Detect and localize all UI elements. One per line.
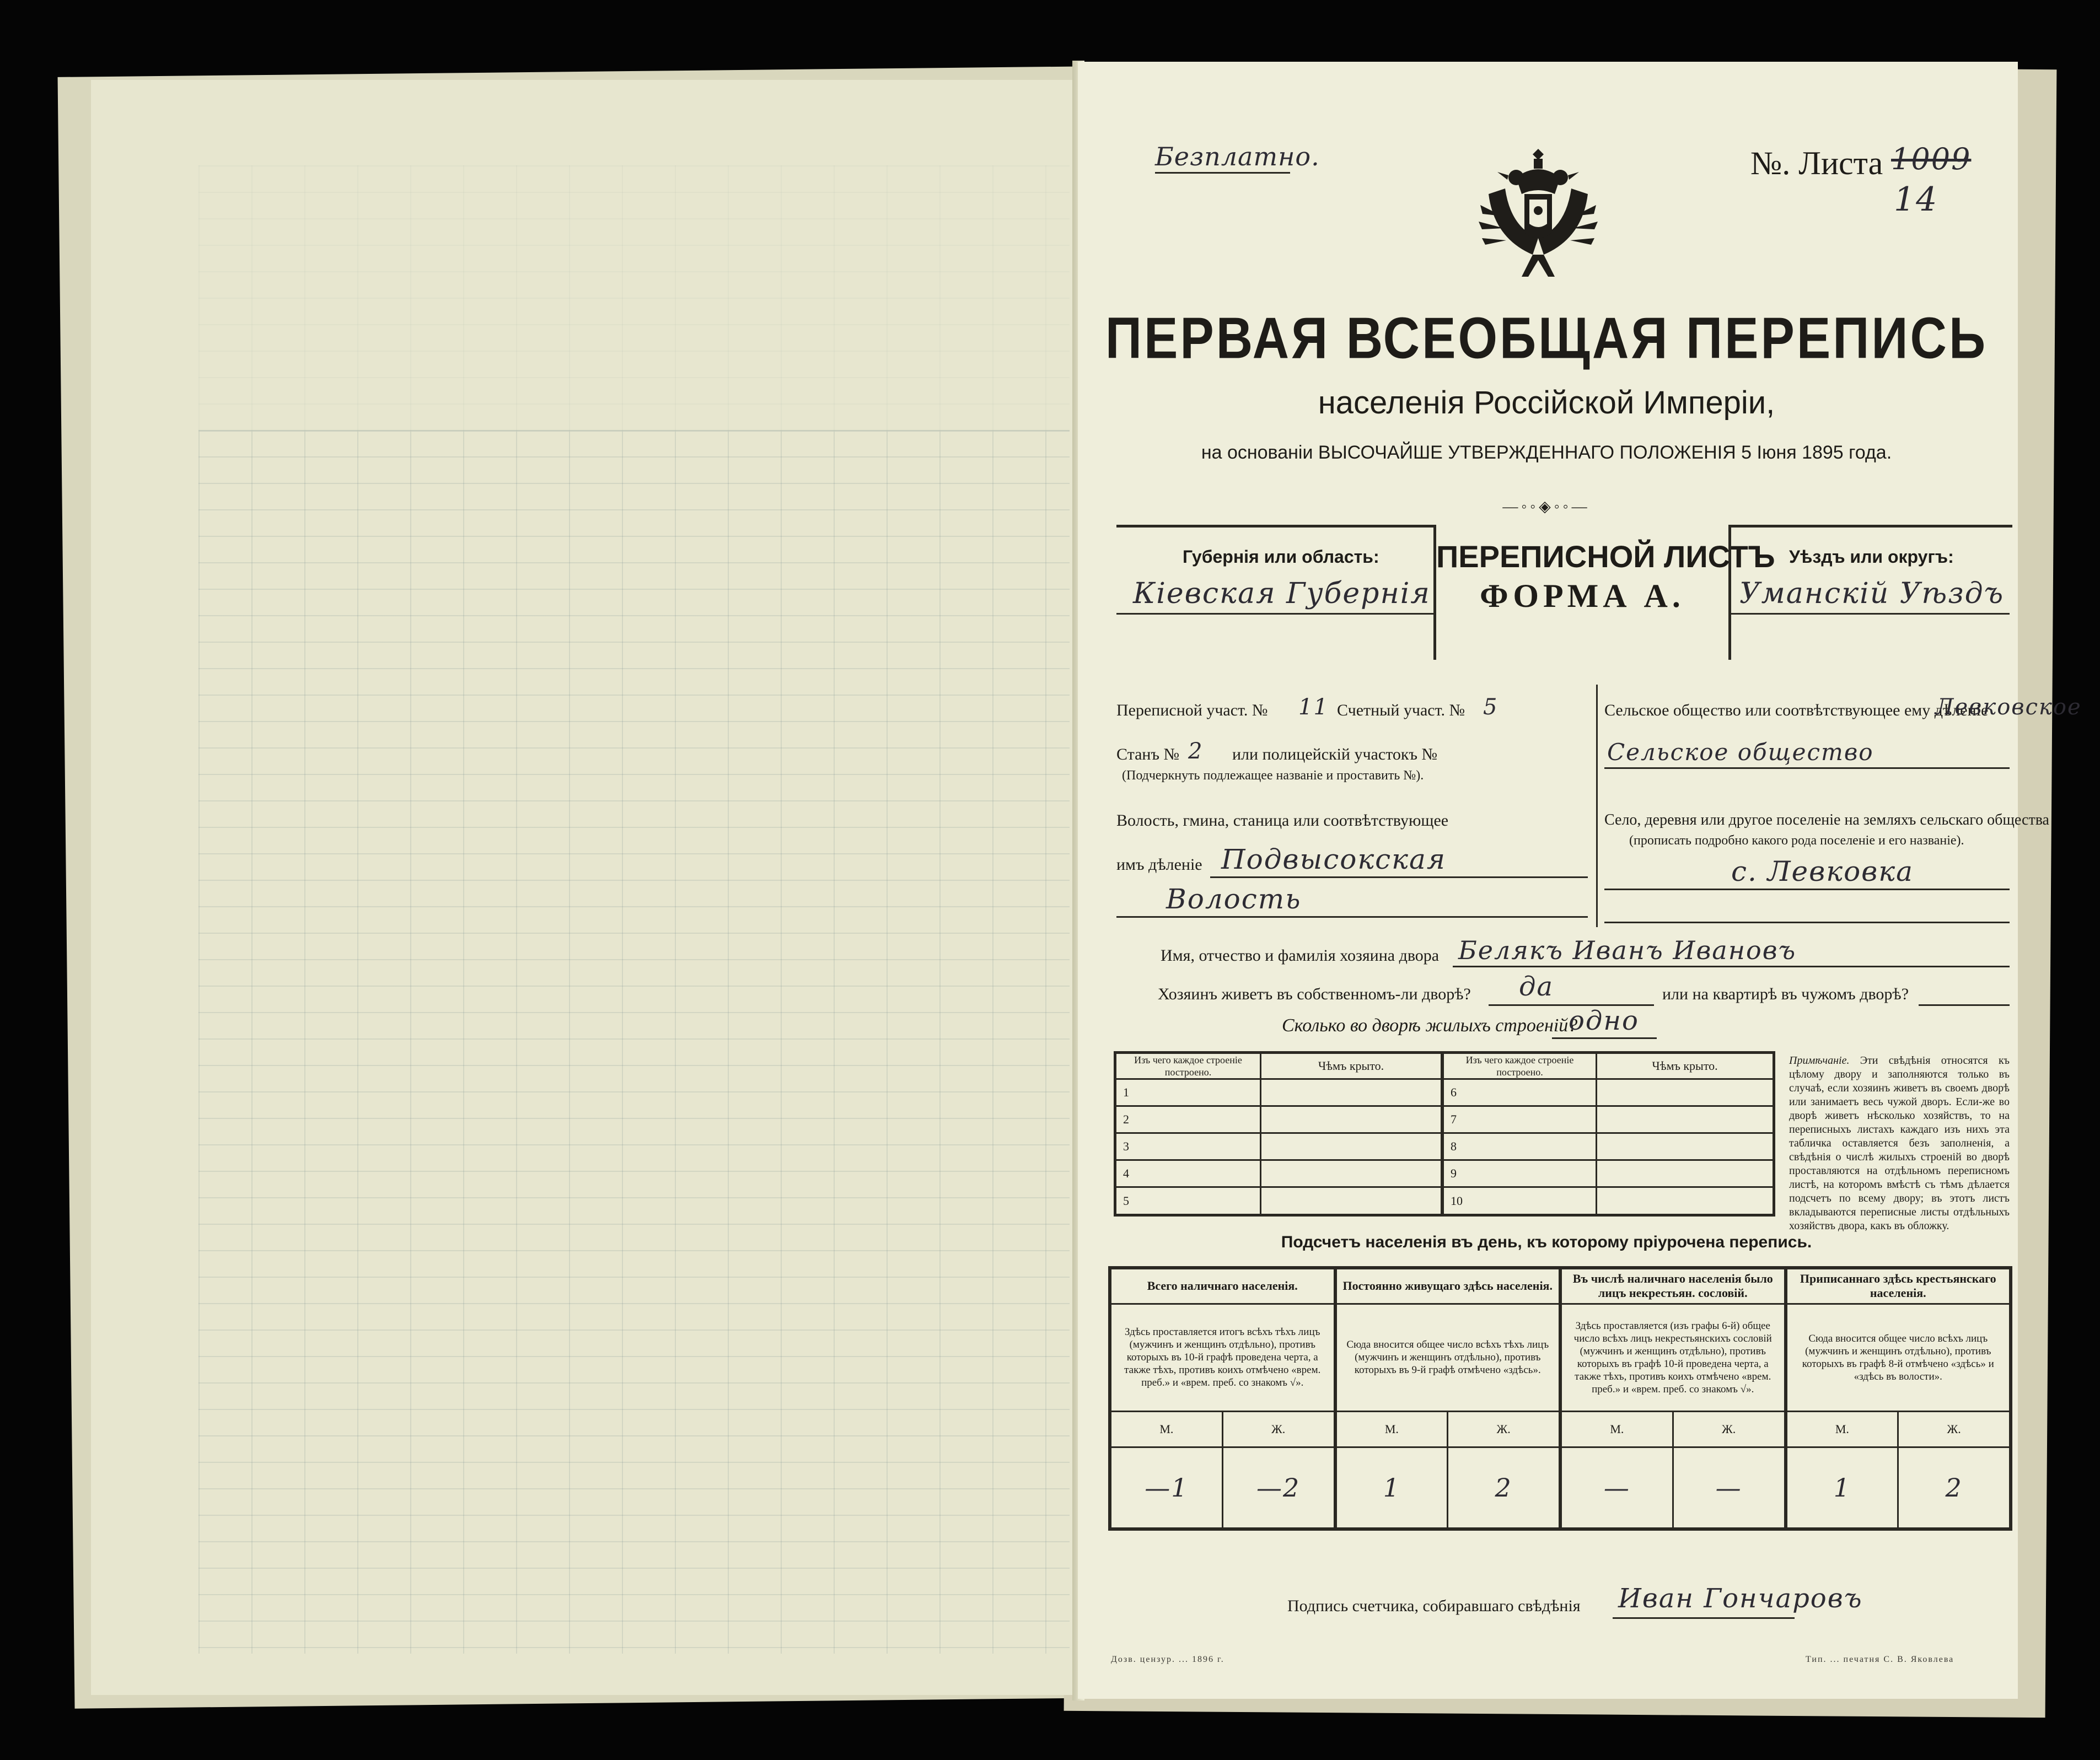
row-number: 7: [1442, 1106, 1597, 1133]
row-number: 5: [1115, 1187, 1261, 1215]
f-header: Ж.: [1898, 1411, 2011, 1447]
count-desc-nonpeasant: Здѣсь проставляется (изъ графы 6-й) общее число всѣхъ лицъ некрестьянскихъ сословій (мужчинъ и женщинъ отдѣльно), противъ которыхъ въ графѣ 10-й проведена черта, а также тѣхъ, противъ коихъ отмѣчено «врем. преб.» и «врем. преб. со знакомъ √».: [1560, 1304, 1786, 1411]
row-number: 3: [1115, 1133, 1261, 1160]
count-head-nonpeasant: Въ числѣ наличнаго населенія было лицъ некрестьян. сословій.: [1560, 1268, 1786, 1304]
police-label: или полицейскій участокъ №: [1232, 745, 1438, 763]
total-female: —2: [1222, 1447, 1335, 1529]
sheet-number-struck: 1009: [1891, 142, 1972, 176]
sheet-number-label: №. Листа: [1750, 145, 1883, 181]
buildings-value: одно: [1569, 1005, 1639, 1036]
f-header: Ж.: [1673, 1411, 1785, 1447]
volost-value-2: Волость: [1166, 883, 1302, 915]
census-title: ПЕРВАЯ ВСЕОБЩАЯ ПЕРЕПИСЬ: [1105, 306, 1988, 371]
row-number: 2: [1115, 1106, 1261, 1133]
society-value-2: Сельское общество: [1607, 739, 1874, 766]
col-roof-left: Чѣмъ крыто.: [1261, 1053, 1443, 1079]
note-block: [1789, 1054, 2010, 1233]
owner-name-line: [1453, 966, 2010, 967]
own-yard-value: да: [1519, 971, 1554, 1002]
signature-label: Подпись счетчика, собиравшаго свѣдѣнія: [1287, 1597, 1581, 1615]
volost-label-1: Волость, гмина, станица или соотвѣтствующее: [1116, 811, 1449, 830]
count-table: [1108, 1266, 2012, 1531]
row-number: 8: [1442, 1133, 1597, 1160]
volost-line-1: [1210, 876, 1588, 878]
left-page: [91, 80, 1079, 1695]
census-subtitle: населенія Россійской Имперіи,: [1318, 385, 1775, 421]
volost-label-2: имъ дѣленіе: [1116, 855, 1202, 874]
village-value: с. Левковка: [1731, 855, 1914, 887]
village-line-1: [1604, 889, 2010, 890]
form-name: ФОРМА А.: [1480, 578, 1685, 614]
own-yard-label: Хозяинъ живетъ въ собственномъ-ли дворѣ?: [1158, 985, 1471, 1003]
printer-note: Тип. ... печатня С. В. Яковлева: [1806, 1655, 1954, 1664]
row-number: 4: [1115, 1160, 1261, 1187]
free-label: Безплатно.: [1155, 142, 1320, 171]
ornament-divider: —◦◦◈◦◦—: [1502, 498, 1591, 515]
col-roof-right: Чѣмъ крыто.: [1597, 1053, 1774, 1079]
volost-line-2: [1116, 916, 1588, 918]
village-note: (прописать подробно какого рода поселеніе и его названіе).: [1629, 833, 1964, 848]
village-label: Село, деревня или другое поселеніе на земляхъ сельскаго общества: [1604, 811, 2049, 828]
registered-female: 2: [1898, 1447, 2011, 1529]
count-desc-permanent: Сюда вносится общее число всѣхъ тѣхъ лицъ (мужчинъ и женщинъ отдѣльно), противъ которыхъ въ 9-й графѣ отмѣчено «здѣсь».: [1335, 1304, 1561, 1411]
permanent-female: 2: [1448, 1447, 1560, 1529]
note-title: Примѣчаніе.: [1789, 1054, 1850, 1067]
stan-value: 2: [1188, 739, 1204, 764]
owner-name-value: Белякъ Иванъ Ивановъ: [1458, 935, 1797, 965]
total-male: —1: [1110, 1447, 1222, 1529]
society-line: [1604, 767, 2010, 769]
stan-note: (Подчеркнуть подлежащее названіе и проставить №).: [1122, 768, 1424, 783]
permanent-male: 1: [1335, 1447, 1448, 1529]
census-basis: на основаніи ВЫСОЧАЙШЕ УТВЕРЖДЕННАГО ПОЛОЖЕНІЯ 5 Іюня 1895 года.: [1201, 442, 1892, 463]
registered-male: 1: [1786, 1447, 1898, 1529]
nonpeasant-male: —: [1560, 1447, 1673, 1529]
count-desc-total: Здѣсь проставляется итогъ всѣхъ тѣхъ лицъ (мужчинъ и женщинъ отдѣльно), противъ которыхъ въ 10-й графѣ проведена черта, а также тѣхъ, противъ коихъ отмѣчено «врем. преб.» и «врем. преб. со знакомъ √».: [1110, 1304, 1335, 1411]
m-header: М.: [1110, 1411, 1222, 1447]
buildings-label: Сколько во дворѣ жилыхъ строеній?: [1282, 1015, 1578, 1036]
row-number: 1: [1115, 1079, 1261, 1106]
m-header: М.: [1335, 1411, 1448, 1447]
m-header: М.: [1786, 1411, 1898, 1447]
col-material-right: Изъ чего каждое строеніе построено.: [1442, 1053, 1597, 1079]
signature-value: Иван Гончаровъ: [1618, 1583, 1863, 1614]
count-head-permanent: Постоянно живущаго здѣсь населенія.: [1335, 1268, 1561, 1304]
counting-district-value: 5: [1483, 695, 1499, 720]
nonpeasant-female: —: [1673, 1447, 1785, 1529]
census-district-label: Переписной участ. №: [1116, 701, 1268, 719]
counting-district-label: Счетный участ. №: [1337, 701, 1465, 719]
guberniya-label: Губернія или область:: [1183, 547, 1379, 567]
owner-name-label: Имя, отчество и фамилія хозяина двора: [1161, 946, 1440, 965]
col-material-left: Изъ чего каждое строеніе построено.: [1115, 1053, 1261, 1079]
count-head-registered: Приписаннаго здѣсь крестьянскаго населенія.: [1786, 1268, 2011, 1304]
imperial-eagle-emblem: [1472, 144, 1604, 282]
row-number: 10: [1442, 1187, 1597, 1215]
sheet-number-value: 14: [1894, 180, 1938, 219]
signature-line: [1613, 1617, 1795, 1619]
f-header: Ж.: [1222, 1411, 1335, 1447]
uezd-line: [1728, 613, 2010, 615]
society-value-1: Левковское: [1935, 695, 2082, 720]
count-desc-registered: Сюда вносится общее число всѣхъ лицъ (мужчинъ и женщинъ отдѣльно), противъ которыхъ въ графѣ 8-й отмѣчено «здѣсь» и «здѣсь въ волости».: [1786, 1304, 2011, 1411]
buildings-line: [1552, 1037, 1657, 1039]
rent-label: или на квартирѣ въ чужомъ дворѣ?: [1662, 985, 1909, 1003]
society-label: Сельское общество или соотвѣтствующее ему дѣленіе: [1604, 701, 1989, 719]
ghost-grid-header: [198, 165, 1070, 432]
stan-label: Станъ №: [1116, 745, 1180, 763]
guberniya-line: [1116, 613, 1433, 615]
censor-note: Дозв. цензур. ... 1896 г.: [1111, 1655, 1224, 1664]
fields-divider: [1596, 685, 1598, 927]
rent-line: [1919, 1004, 2010, 1006]
guberniya-value: Кіевская Губернія: [1133, 577, 1431, 610]
free-underline: [1155, 172, 1290, 174]
count-title: Подсчетъ населенія въ день, къ которому пріурочена перепись.: [1281, 1233, 1812, 1251]
count-head-total: Всего наличнаго населенія.: [1110, 1268, 1335, 1304]
census-district-value: 11: [1298, 695, 1329, 720]
buildings-table: [1114, 1051, 1775, 1217]
census-form-page: [1078, 62, 2082, 1699]
m-header: М.: [1560, 1411, 1673, 1447]
volost-value-1: Подвысокская: [1221, 843, 1446, 875]
row-number: 6: [1442, 1079, 1597, 1106]
note-text: Эти свѣдѣнія относятся къ цѣлому двору и заполняются только въ случаѣ, если хозяинъ живетъ въ своемъ дворѣ или занимаетъ весь чужой дворъ. Если-же во дворѣ живетъ нѣсколько хозяйствъ, то на переписныхъ листахъ каждаго изъ нихъ эта табличка оставляется безъ заполненія, а свѣдѣнія о числѣ жилыхъ строеній во дворѣ проставляются на отдѣльномъ переписномъ листѣ, на которомъ вмѣстѣ съ тѣмъ дѣлается подсчетъ по всему двору; въ этотъ листъ вкладываются переписные листы отдѣльныхъ хозяйствъ двора, какъ въ обложку.: [1789, 1054, 2010, 1232]
uezd-label: Уѣздъ или округъ:: [1789, 547, 1954, 567]
form-title: ПЕРЕПИСНОЙ ЛИСТЪ: [1436, 539, 1775, 574]
village-line-2: [1604, 922, 2010, 923]
row-number: 9: [1442, 1160, 1597, 1187]
f-header: Ж.: [1448, 1411, 1560, 1447]
uezd-value: Уманскій Уѣздъ: [1739, 577, 2005, 610]
